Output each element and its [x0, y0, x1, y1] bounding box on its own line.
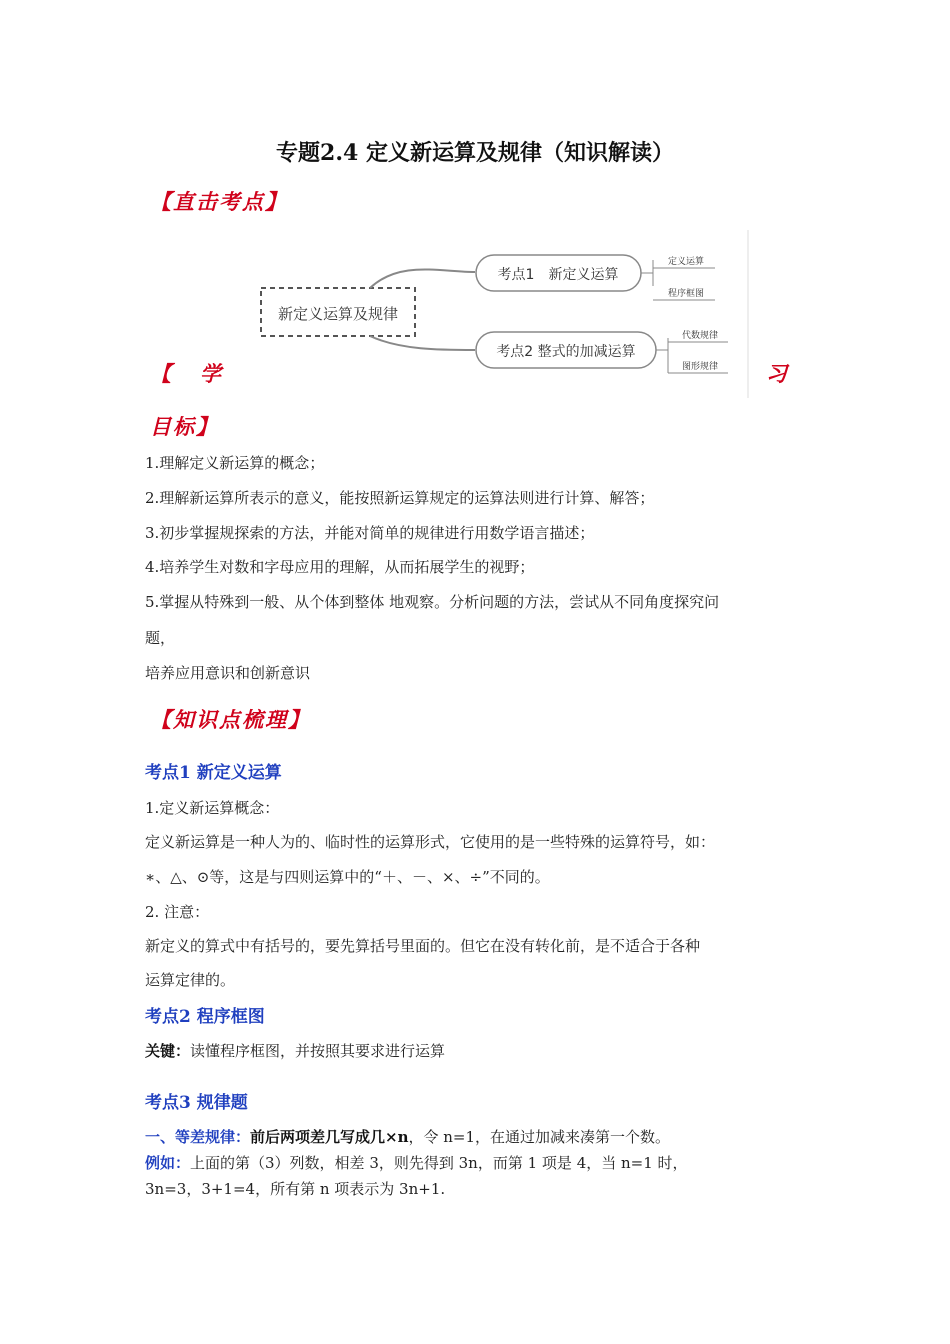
kaodian3-rule-rest: ，令 n=1，在通过加减来凑第一个数。 [408, 1128, 671, 1146]
kaodian3-rule-label: 一、等差规律： [145, 1128, 251, 1146]
goal-6: 培养应用意识和创新意识 [145, 664, 311, 682]
kaodian1-p1-line2: ∗、△、⊙等，这是与四则运算中的“＋、－、×、÷”不同的。 [145, 868, 550, 886]
goal-2: 2.理解新运算所表示的意义，能按照新运算规定的运算法则进行计算、解答； [145, 489, 655, 507]
section-xuexi-bracket: 【 [150, 361, 173, 386]
goal-4: 4.培养学生对数和字母应用的理解，从而拓展学生的视野； [145, 558, 535, 576]
mindmap-leaf-2: 程序框图 [668, 289, 705, 299]
mindmap-leaf-3: 代数规律 [682, 331, 719, 341]
section-xuexi-line2: 目标】 [150, 414, 219, 439]
kaodian3-example-line2: 3n=3，3+1=4，所有第 n 项表示为 3n+1. [145, 1180, 446, 1198]
kaodian1-p2-line2: 运算定律的。 [145, 971, 236, 989]
kaodian1-p1-label: 1.定义新运算概念： [145, 799, 280, 817]
kaodian2-key-text: 读懂程序框图，并按照其要求进行运算 [190, 1042, 446, 1060]
kaodian3-heading: 考点3 规律题 [145, 1093, 248, 1113]
section-zhiji: 【直击考点】 [150, 189, 288, 214]
kaodian3-rule [145, 1126, 670, 1147]
section-xuexi-char1: 学 [200, 361, 223, 386]
mindmap-leaf-1: 定义运算 [668, 257, 705, 267]
goal-5-cont: 题， [145, 629, 176, 647]
kaodian2-key-label: 关键： [145, 1042, 191, 1060]
kaodian1-p1-line1: 定义新运算是一种人为的、临时性的运算形式，它使用的是一些特殊的运算符号，如： [145, 833, 716, 851]
goal-1: 1.理解定义新运算的概念； [145, 454, 325, 472]
goal-3: 3.初步掌握规探索的方法，并能对简单的规律进行用数学语言描述； [145, 524, 595, 542]
kaodian2-heading: 考点2 程序框图 [145, 1007, 265, 1027]
page-title: 专题2.4 定义新运算及规律（知识解读） [276, 140, 674, 166]
kaodian1-p2-line1: 新定义的算式中有括号的，要先算括号里面的。但它在没有转化前，是不适合于各种 [145, 937, 701, 955]
mindmap-branch-1: 考点1 新定义运算 [497, 267, 619, 283]
mindmap [250, 230, 750, 398]
kaodian3-rule-bold: 前后两项差几写成几×n [250, 1128, 409, 1146]
kaodian1-p2-label: 2. 注意： [145, 903, 210, 921]
mindmap-root: 新定义运算及规律 [277, 305, 399, 323]
section-xuexi-char2: 习 [766, 361, 789, 386]
mindmap-leaf-4: 图形规律 [682, 362, 719, 372]
kaodian2-key [145, 1040, 445, 1061]
mindmap-branch-2: 考点2 整式的加减运算 [496, 344, 636, 360]
kaodian1-heading: 考点1 新定义运算 [145, 763, 282, 783]
kaodian3-example-line1: 上面的第（3）列数，相差 3，则先得到 3n，而第 1 项是 4，当 n=1 时， [190, 1154, 688, 1172]
section-zhishi: 【知识点梳理】 [150, 707, 311, 732]
kaodian3-example-label: 例如： [145, 1154, 191, 1172]
kaodian3-example [145, 1152, 688, 1173]
goal-5: 5.掌握从特殊到一般、从个体到整体 地观察。分析问题的方法，尝试从不同角度探究问 [145, 593, 720, 611]
